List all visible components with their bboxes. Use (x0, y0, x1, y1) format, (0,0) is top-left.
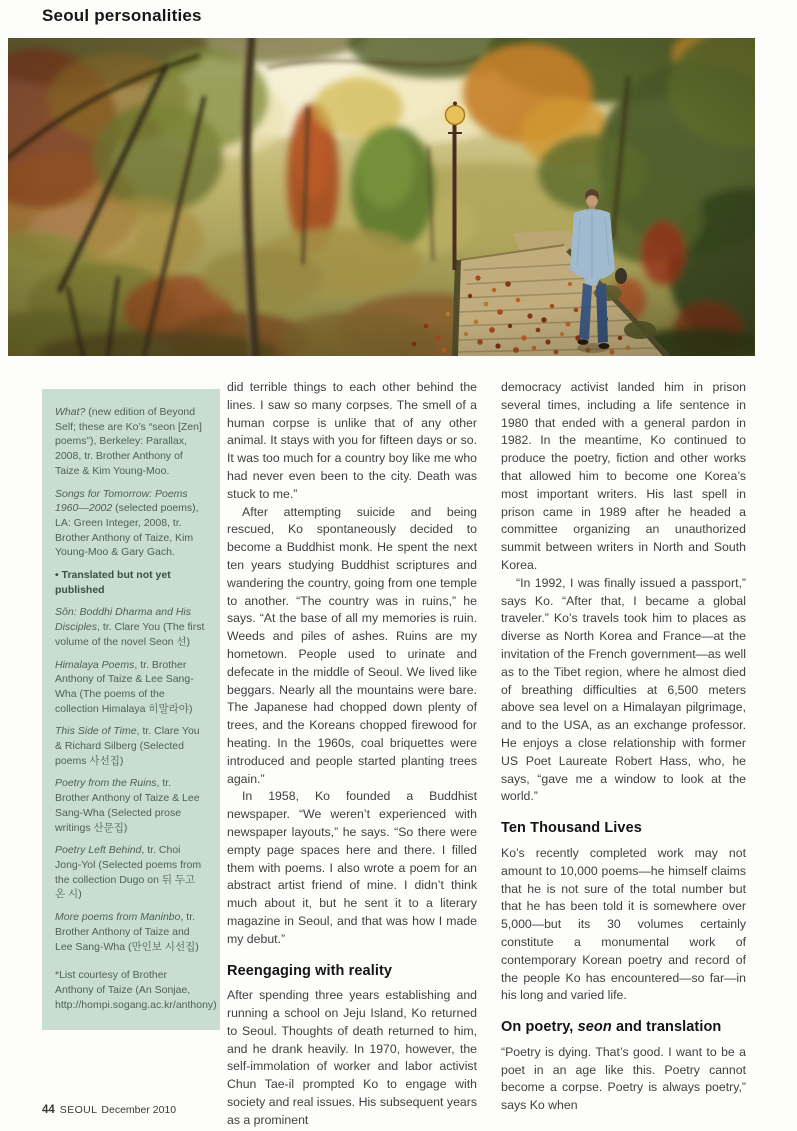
page-number: 44 (42, 1104, 55, 1116)
book-entry-text: , tr. Choi Jong-Yol (Selected poems from the collection Dugo on 뒤 두고 온 시) (55, 844, 202, 901)
body-paragraph: After attempting suicide and being rescued, Ko spontaneously decided to become a Buddhist monk. He spent the next ten years studying Buddhist scriptures and wandering the country, going from one temple to another. “The country was in ruins,” he says. “At the base of all my memories is ruin. Weeds and piles of ashes. Ruins are my hometown. People used to urinate and defecate in the middle of Seoul. We lived like beggars. Nearly all the mountains were bare. The Japanese had chopped down plenty of trees, and the Koreans chopped firewood for heating. In the 1960s, coal briquettes were introduced and people started planting trees again.” (227, 504, 477, 786)
bullet-icon: • (55, 569, 59, 582)
book-entry (55, 843, 207, 902)
book-entry (55, 658, 207, 717)
book-entry-text: , tr. Brother Anthony of Taize and Lee Sang-Wha (만인보 시선집) (55, 911, 199, 953)
body-paragraph: Ko’s recently completed work may not amount to 10,000 poems—he himself claims that he is not sure of the total number but that he has been told it is somewhere over 5,000—but its 30 volumes certainly constitute a monumental work of contemporary Korean poetry and record of the people Ko has encountered—so far—in his long and varied life. (501, 845, 746, 1003)
book-entry-text: , tr. Clare You (The first volume of the novel Seon 선) (55, 621, 205, 648)
section-heading-on-poetry (501, 1019, 746, 1037)
book-entry-text: , tr. Clare You & Richard Silberg (Selected poems 사선집) (55, 725, 200, 767)
book-title: What? (55, 406, 86, 418)
body-paragraph: “In 1992, I was finally issued a passport,” says Ko. “After that, I became a global traveler.” Ko’s travels took him to places as diverse as North Korea and France—at the invitation of the French government—as well as to the Tibet region, where he almost died of breathing difficulties at 6,500 meters above sea level on a Himalayan pilgrimage, and to the USA, as an exchange professor. He enjoys a close relationship with former US Poet Laureate Robert Hass, who, he says, “gave me a window to look at the world.” (501, 575, 746, 804)
issue-date: December 2010 (101, 1104, 177, 1116)
section-heading-reengaging: Reengaging with reality (227, 962, 393, 979)
book-entry (55, 776, 207, 835)
book-title: Himalaya Poems (55, 658, 135, 671)
right-column (501, 379, 746, 1115)
autumn-park-path-illustration (8, 38, 755, 356)
heading-text: and translation (611, 1019, 722, 1036)
heading-italic-text: seon (577, 1019, 612, 1036)
book-title: This Side of Time (55, 725, 137, 738)
bullet-note (55, 568, 207, 597)
body-paragraph: In 1958, Ko founded a Buddhist newspaper. “We weren’t experienced with newspaper layouts,” he says. “So there were empty page spaces here and there. I filled them with poems. I also wrote a poem for an abstract artist friend of mine. I didn’t think much about it, but he sent it to a literary magazine in Seoul, and that was how I made my debut.” (227, 789, 477, 946)
book-title: Songs for Tomorrow: Poems 1960—2002 (55, 487, 188, 515)
book-list-sidebar (42, 389, 220, 1030)
book-title: Poetry Left Behind (55, 844, 142, 857)
page-footer (42, 1104, 176, 1116)
hero-photo (8, 38, 755, 356)
body-paragraph: “Poetry is dying. That’s good. I want to be a poet in an age like this. Poetry cannot become a corpse. Poetry is always poetry,” says Ko when (501, 1044, 746, 1113)
photo-grain (8, 38, 755, 356)
book-title: More poems from Maninbo (55, 911, 181, 924)
book-title: Sŏn: Boddhi Dharma and His Disciples (55, 606, 191, 634)
bullet-note-text: Translated but not yet published (55, 569, 171, 596)
book-entry-text: (selected poems), LA: Green Integer, 2008, tr. Brother Anthony of Taize, Kim Young-Moo & Gary Gach. (55, 502, 199, 559)
book-entry-text: , tr. Brother Anthony of Taize & Lee Sang-Wha (Selected prose writings 산문집) (55, 777, 200, 834)
book-entry-text: (new edition of Beyond Self; these are Ko’s “seon [Zen] poems”), Berkeley: Parallax, 2008, tr. Brother Anthony of Taize & Kim Young-Moo. (55, 406, 202, 477)
body-paragraph: did terrible things to each other behind the lines. I saw so many corpses. The smell of a human corpse is unlike that of any other animal. It stays with you for fifteen days or so. It was too much for a country boy like me who had never even been to the city. Death was stuck to me.” (227, 380, 477, 501)
magazine-name: SEOUL (59, 1104, 98, 1116)
book-entry (55, 910, 207, 954)
section-heading-ten-thousand-lives: Ten Thousand Lives (501, 820, 642, 837)
body-paragraph: After spending three years establishing and running a school on Jeju Island, Ko returned to Seoul. Thoughts of death returned to him, and he drank heavily. In 1970, however, the self-immolation of worker and labor activist Chun Tae-il prompted Ko to engage with society and real issues. His subsequent years as a prominent (227, 988, 477, 1127)
middle-column (227, 379, 477, 1130)
book-entry-text: , tr. Brother Anthony of Taize & Lee Sang-Wha (The poems of the collection Himalaya 히말라야) (55, 658, 194, 715)
page-title: Seoul personalities (42, 6, 202, 25)
book-entry (55, 724, 207, 768)
body-paragraph: democracy activist landed him in prison several times, including a life sentence in 1980 that ended with a general pardon in 1982. In the meantime, Ko continued to produce the poetry, fiction and other works that allowed him to become one Korea’s most important writers. His last spell in prison came in 1989 after he headed a committee organizing an unauthorized summit between writers in North and South Korea. (501, 380, 746, 572)
book-title: Poetry from the Ruins (55, 777, 157, 790)
heading-text: On poetry, (501, 1019, 578, 1036)
book-entry (55, 605, 207, 649)
sidebar-footnote: *List courtesy of Brother Anthony of Taize (An Sonjae, http://hompi.sogang.ac.kr/anthony) (55, 969, 217, 1011)
book-entry (55, 487, 207, 561)
book-entry (55, 405, 207, 479)
